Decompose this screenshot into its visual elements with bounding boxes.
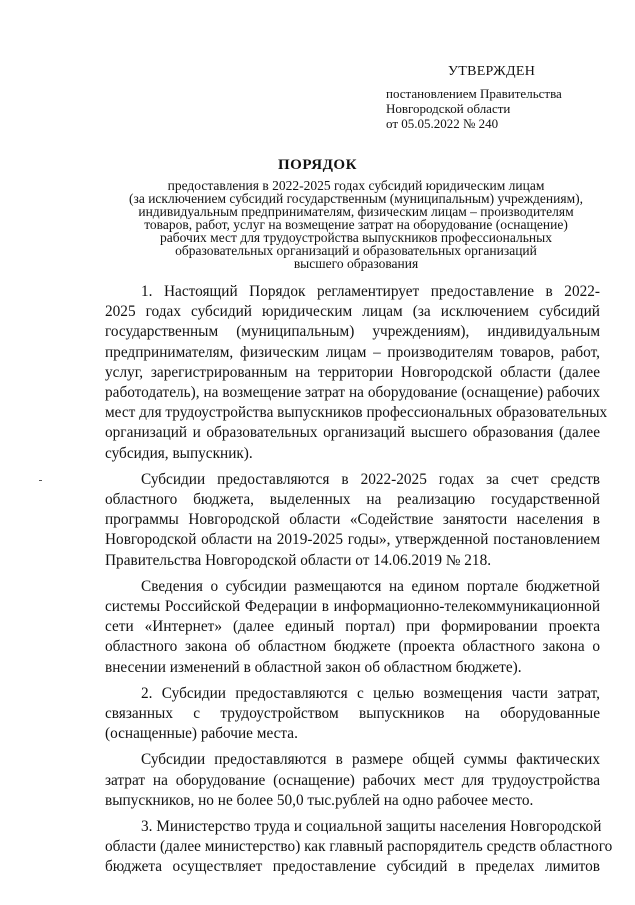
- approval-stamp: [386, 64, 621, 131]
- paragraph-line: Правительства Новгородской области от 14.06.2019 № 218.: [105, 551, 492, 569]
- paragraph: [105, 684, 600, 745]
- subtitle-line: высшего образования: [293, 256, 419, 271]
- paragraph-line: субсидия, выпускник).: [105, 444, 253, 462]
- paragraph-line: Субсидии предоставляются в 2022-2025 годах за счет средств: [141, 470, 600, 488]
- scan-mark: [39, 480, 42, 481]
- paragraph-line: связанных с трудоустройством выпускников на оборудованные: [105, 705, 600, 723]
- paragraph-line: 2025 годах субсидий юридическим лицам (за исключением субсидий: [105, 303, 600, 321]
- approval-line: Новгородской области: [386, 101, 511, 116]
- document-subtitle: [106, 179, 606, 270]
- subtitle-line: рабочих мест для трудоустройства выпускников профессиональных: [160, 230, 552, 245]
- paragraph-line: областного закона об областном бюджете (проекта областного закона о: [105, 638, 600, 656]
- subtitle-line: предоставления в 2022-2025 годах субсидий юридическим лицам: [167, 178, 545, 193]
- paragraph-line: услуг, зарегистрированным на территории Новгородской области (далее: [105, 363, 600, 381]
- paragraph-line: затрат на оборудование (оснащение) рабочих мест для трудоустройства: [105, 771, 600, 789]
- subtitle-line: (за исключением субсидий государственным (муниципальным) учреждениям),: [129, 191, 583, 206]
- paragraph-line: программы Новгородской области «Содействие занятости населения в: [105, 511, 600, 529]
- paragraph-line: 1. Настоящий Порядок регламентирует предоставление в 2022-: [141, 283, 600, 300]
- paragraph-line: 3. Министерство труда и социальной защиты населения Новгородской: [141, 818, 602, 836]
- paragraph-line: Новгородской области на 2019-2025 годы», утвержденной постановлением: [105, 531, 600, 549]
- document-body: [105, 282, 613, 884]
- paragraph-line: бюджета осуществляет предоставление субсидий в пределах лимитов: [105, 858, 600, 876]
- paragraph: [105, 577, 600, 678]
- approval-line: постановлением Правительства: [386, 86, 562, 101]
- subtitle-line: образовательных организаций и образовательных организаций: [175, 243, 537, 258]
- subtitle-line: индивидуальным предпринимателям, физическим лицам – производителям: [138, 204, 574, 219]
- document-title: ПОРЯДОК: [278, 157, 357, 173]
- subtitle-line: товаров, работ, услуг на возмещение затрат на оборудование (оснащение): [144, 217, 568, 232]
- paragraph: [105, 470, 600, 571]
- paragraph-line: мест для трудоустройства выпускников профессиональных образовательных: [105, 404, 608, 422]
- paragraph-line: выпускников, но не более 50,0 тыс.рублей на одно рабочее место.: [105, 791, 534, 809]
- approval-title: УТВЕРЖДЕН: [448, 64, 536, 79]
- paragraph: [105, 750, 600, 811]
- paragraph-line: внесении изменений в областной закон об областном бюджете).: [105, 658, 522, 676]
- paragraph-line: областного бюджета, выделенных на реализацию государственной: [105, 491, 600, 509]
- paragraph-line: сети «Интернет» (далее единый портал) при формировании проекта: [105, 618, 600, 636]
- paragraph-line: Сведения о субсидии размещаются на едином портале бюджетной: [141, 577, 600, 595]
- paragraph-line: (оснащенные) рабочие места.: [105, 725, 298, 743]
- paragraph-line: 2. Субсидии предоставляются с целью возмещения части затрат,: [141, 684, 600, 702]
- paragraph-line: системы Российской Федерации в информационно-телекоммуникационной: [105, 598, 600, 616]
- paragraph-line: работодатель), на возмещение затрат на оборудование (оснащение) рабочих: [105, 384, 600, 402]
- paragraph-line: государственным (муниципальным) учреждениям), индивидуальным: [105, 323, 600, 341]
- approval-line: от 05.05.2022 № 240: [386, 116, 499, 131]
- paragraph: [105, 282, 608, 464]
- paragraph: [105, 817, 613, 878]
- paragraph-line: Субсидии предоставляются в размере общей суммы фактических: [141, 751, 600, 769]
- paragraph-line: организаций и образовательных организаций высшего образования (далее: [105, 424, 600, 442]
- paragraph-line: области (далее министерство) как главный распорядитель средств областного: [105, 838, 613, 856]
- paragraph-line: предпринимателям, физическим лицам – производителям товаров, работ,: [105, 343, 600, 361]
